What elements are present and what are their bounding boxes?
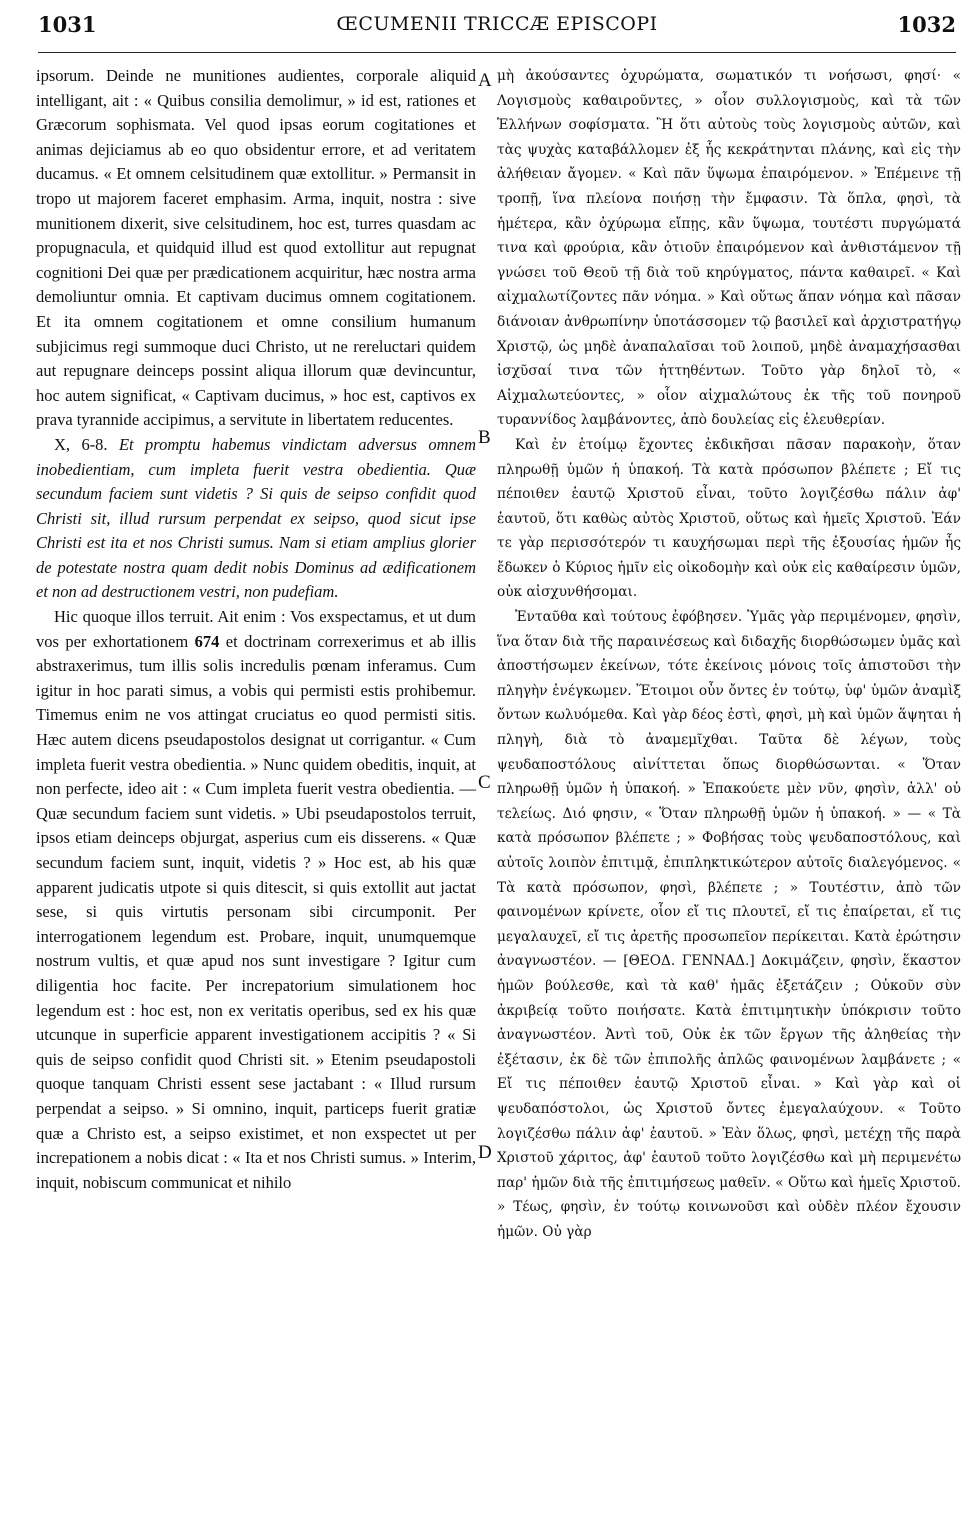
margin-marker-c: C <box>478 772 491 793</box>
margin-marker-d: D <box>478 1142 492 1163</box>
greek-paragraph-3: Ἐνταῦθα καὶ τούτους ἐφόβησεν. Ὑμᾶς γὰρ περιμένομεν, φησὶν, ἵνα ὅταν διὰ τῆς παραινέσεως καὶ διδαχῆς διορθώσωμεν ὑμᾶς καὶ ἀποστήσωμεν ἐκείνων, τότε ἐκείνοις μόνοις τοῖς ἀπιστοῦσι τὴν πληγὴν ἐνέγκωμεν. Ἕτοιμοι οὖν ὄντες ἐν τούτῳ, ὑφ' ὑμῶν ἀναμὶξ ὄντων κωλυόμεθα. Καὶ γὰρ δέος ἐστὶ, φησὶ, μὴ καὶ ὑμῶν ἅψηται ἡ πληγὴ, διὰ τὸ ἀναμεμῖχθαι. Ταῦτα δὲ λέγων, τοὺς ψευδαποστόλους αἰνίττεται ὅπως διορθώσωνται. « Ὅταν πληρωθῇ ὑμῶν ἡ ὑπακοή. » Ἐπακούετε μὲν νῦν, φησὶν, ἀλλ' οὐ τελείως. Διό φησιν, « Ὅταν πληρωθῇ ὑμῶν ἡ ὑπακοή. » — « Τὰ κατὰ πρόσωπον βλέπετε ; » Φοβήσας τοὺς ψευδαποστόλους, καὶ αὐτοῖς λοιπὸν ἐπιτιμᾷ, ἐπιπληκτικώτερον αὐτοῖς διαλεγόμενος. « Τὰ κατὰ πρόσωπον, φησὶ, βλέπετε ; » Τουτέστιν, ἀπὸ τῶν φαινομένων κρίνετε, οἷον εἴ τις πλουτεῖ, εἴ τις ἐπαίρεται, εἴ τις μεγαλαυχεῖ, εἴ τις ἀρετῆς προσωπεῖον περίκειται. Κατὰ ἐρώτησιν ἀναγνωστέον. — [ΘΕΟΔ. ΓΕΝΝΑΔ.] Δοκιμάζειν, φησὶν, ἕκαστον ἡμῶν βούλεσθε, καὶ τὰ καθ' ἡμᾶς ἐξετάζειν ; Οὐκοῦν σὺν ἀκριβείᾳ τοῦτο ποιήσατε. Κατὰ ἐπιτιμητικὴν ὑπόκρισιν τοῦτο ἀναγνωστέον. Ἀντὶ τοῦ, Οὐκ ἐκ τῶν ἔργων τῆς ἀληθείας τὴν ἐξέτασιν, ἐκ δὲ τῶν ἐπιπολῆς ἁπλῶς φαινομένων λαμβάνετε ; « Εἴ τις πέποιθεν ἑαυτῷ Χριστοῦ εἶναι. » Καὶ γὰρ καὶ οἱ ψευδαπόστολοι, ὡς Χριστοῦ ὄντες ἐμεγαλαύχουν. « Τοῦτο λογιζέσθω πάλιν ἀφ' ἑαυτοῦ. » Ἐὰν ὅλως, φησὶ, μετέχῃ τῆς παρὰ Χριστοῦ χάριτος, ἀφ' ἑαυτοῦ τοῦτο λογιζέσθω καὶ μὴ περιμενέτω παρ' ἡμῶν διὰ τῆς ἐπιτιμήσεως μαθεῖν. « Οὕτω καὶ ἡμεῖς Χριστοῦ. » Τέως, φησὶν, ἐν τούτῳ κοινωνοῦσι καὶ οὐδὲν πλέον ἔχουσιν ἡμῶν. Οὐ γὰρ <box>497 609 961 1240</box>
latin-verse-reference: X, 6-8. <box>54 434 108 454</box>
latin-paragraph-3 <box>36 605 476 1195</box>
greek-column <box>497 64 961 1245</box>
latin-column <box>36 64 476 1195</box>
greek-paragraph-1: μὴ ἀκούσαντες ὀχυρώματα, σωματικόν τι νοήσωσι, φησί· « Λογισμοὺς καθαιροῦντες, » οἷον συλλογισμοὺς, καὶ τὰ τῶν Ἑλλήνων σοφίσματα. Ἢ ὅτι αὐτοὺς τοὺς λογισμοὺς αὐτῶν, καὶ τὰς ψυχὰς καταβάλλομεν ἐξ ἧς κεκράτηνται πλάνης, καὶ εἰς τὴν ἀλήθειαν ἄγομεν. « Καὶ πᾶν ὕψωμα ἐπαιρόμενον. » Ἐπέμεινε τῇ τροπῇ, ἵνα πλείονα ποιήσῃ τὴν ἔμφασιν. Τὰ ὅπλα, φησὶ, τὰ ἡμέτερα, κἂν ὀχύρωμα εἴπῃς, κἂν ὕψωμα, τουτέστι πυργώματά τινα καὶ φρούρια, κἂν ὁτιοῦν ἐπαιρόμενον καὶ ἀνθιστάμενον τῇ γνώσει τοῦ Θεοῦ τῇ διὰ τοῦ κηρύγματος, πάντα καθαιρεῖ. « Καὶ αἰχμαλωτίζοντες πᾶν νόημα. » Καὶ οὕτως ἅπαν νόημα καὶ πᾶσαν διάνοιαν ἀνθρωπίνην ὑποτάσσομεν τῷ βασιλεῖ καὶ ἀρχιστρατήγῳ Χριστῷ, ὡς μηδὲ ἀναπαλαῖσαι τοῦ λοιποῦ, μηδὲ ἀναμαχήσασθαι ἰσχῦσαί τινα τῶν ἡττηθέντων. Τοῦτο γὰρ δηλοῖ τὸ, « Αἰχμαλωτεύοντες, » οἷον αἰχμαλώτους ἐκ τῆς τοῦ πονηροῦ τυραννίδος λαμβάνοντες, ἀπὸ δουλείας εἰς ἐλευθερίαν. <box>497 68 961 429</box>
latin-paragraph-1: ipsorum. Deinde ne munitiones audientes, corporale aliquid intelligant, ait : « Quibus consilia demolimur, » id est, rationes et Græcorum sophismata. Vel quod ipsas eorum cogitationes et animas dejiciamus ab eo quo obsidentur errore, et ad veritatem ducamus. « Et omnem celsitudinem quæ extollitur. » Permansit in tropo ut majorem faceret emphasim. Arma, inquit, nostra : sive munitionem dixerit, sive celsitudinem, hoc est, turres quasdam ac propugnacula, et quidquid illud est quod extollitur aut repugnat cognitioni Dei quæ per prædicationem acquiritur, hæc nostra arma demoliuntur omnia. Et captivam ducimus omnem cogitationem. Et ita omnem cogitationem et omne consilium humanum subjicimus regi summoque duci Christo, ut ne rereluctari quidem aut repugnare deinceps possint aliqua illorum quæ devincuntur, hoc autem significat, « Captivam ducimus, » hoc est, captivos ex prava tyrannide accipimus, a servitute in libertatem reducentes. <box>36 66 476 430</box>
header-rule <box>38 52 956 53</box>
margin-marker-b: B <box>478 427 491 448</box>
right-column-number: 1032 <box>897 12 956 37</box>
latin-paragraph-3-part-a: Hic quoque illos terruit. Ait enim : Vos exspectamus, et ut dum vos per exhortationem <box>36 607 476 651</box>
page-reference-number: 674 <box>194 631 220 651</box>
left-column-number: 1031 <box>38 12 97 37</box>
latin-paragraph-3-part-b: et doctrinam correxerimus et ab illis abstraxerimus, tum illis solis incredulis pœnam inferamus. Cum igitur in hoc parati simus, a vobis qui permisti estis prohibemur. Timemus enim ne vos attingat cruciatus eo quod permisti sitis. Hæc autem dicens pseudapostolos designat ut corrigantur. « Cum impleta fuerit vestra obedientia. » Nunc quidem obeditis, inquit, at non perfecte, ideo ait : « Cum impleta fuerit vestra obedientia. — Quæ secundum faciem sunt videtis. » Ubi pseudapostolos terruit, ipsos etiam deinceps objurgat, asperius cum eis disserens. « Quæ secundum faciem sunt, inquit, videtis ? » Hoc est, ab his quæ apparent judicatis utpote si quis ditescit, si quis extollit aut jactat sese, si quis virtutis personam sibi circumponit. Per interrogationem legendum est. Probare, inquit, unumquemque nostrum vultis, et quæ apud nos sunt investigare ? Igitur cum diligentia hoc facite. Per increpatorium simulationem hoc legendum est : hoc est, non ex veritatis operibus, sed ex his quæ utcunque in superficie apparent investigationem accipitis ? « Si quis de seipso confidit quod Christi sit. » Etenim pseudapostoli quoque tanquam Christi essent sese jactabant : « Illud rursum perpendat a seipso. » Si omnino, inquit, particeps fuerit gratiæ quæ a Christo est, a seipso existimet, et non exspectet ut per increpationem a nobis dicat : « Ita et nos Christi sumus. » Interim, inquit, nobiscum communicat et nihilo <box>36 631 477 1192</box>
page-header <box>38 12 956 46</box>
running-title: ŒCUMENII TRICCÆ EPISCOPI <box>336 13 658 35</box>
greek-paragraph-2: Καὶ ἐν ἑτοίμῳ ἔχοντες ἐκδικῆσαι πᾶσαν παρακοὴν, ὅταν πληρωθῇ ὑμῶν ἡ ὑπακοή. Τὰ κατὰ πρόσωπον βλέπετε ; Εἴ τις πέποιθεν ἑαυτῷ Χριστοῦ εἶναι, τοῦτο λογιζέσθω πάλιν ἀφ' ἑαυτοῦ, ὅτι καθὼς αὐτὸς Χριστοῦ, οὕτως καὶ ἡμεῖς Χριστοῦ. Ἐάν τε γὰρ περισσότερόν τι καυχήσωμαι περὶ τῆς ἐξουσίας ἡμῶν ἧς ἔδωκεν ὁ Κύριος ἡμῖν εἰς οἰκοδομὴν καὶ οὐκ εἰς καθαίρεσιν ὑμῶν, οὐκ αἰσχυνθήσομαι. <box>497 436 961 601</box>
margin-marker-a: A <box>478 70 492 91</box>
latin-verse-text: Et promptu habemus vindictam adversus omnem inobedientiam, cum impleta fuerit vestra obedientia. Quæ secundum faciem sunt videtis ? Si quis de seipso confidit quod Christi sit, illud rursum perpendat ex seipso, quod sicut ipse Christi est ita et nos Christi sumus. Nam si etiam amplius glorier de potestate nostra quam dedit nobis Dominus ad ædificationem et non ad destructionem vestri, non pudefiam. <box>36 434 476 602</box>
latin-paragraph-2 <box>36 433 476 605</box>
